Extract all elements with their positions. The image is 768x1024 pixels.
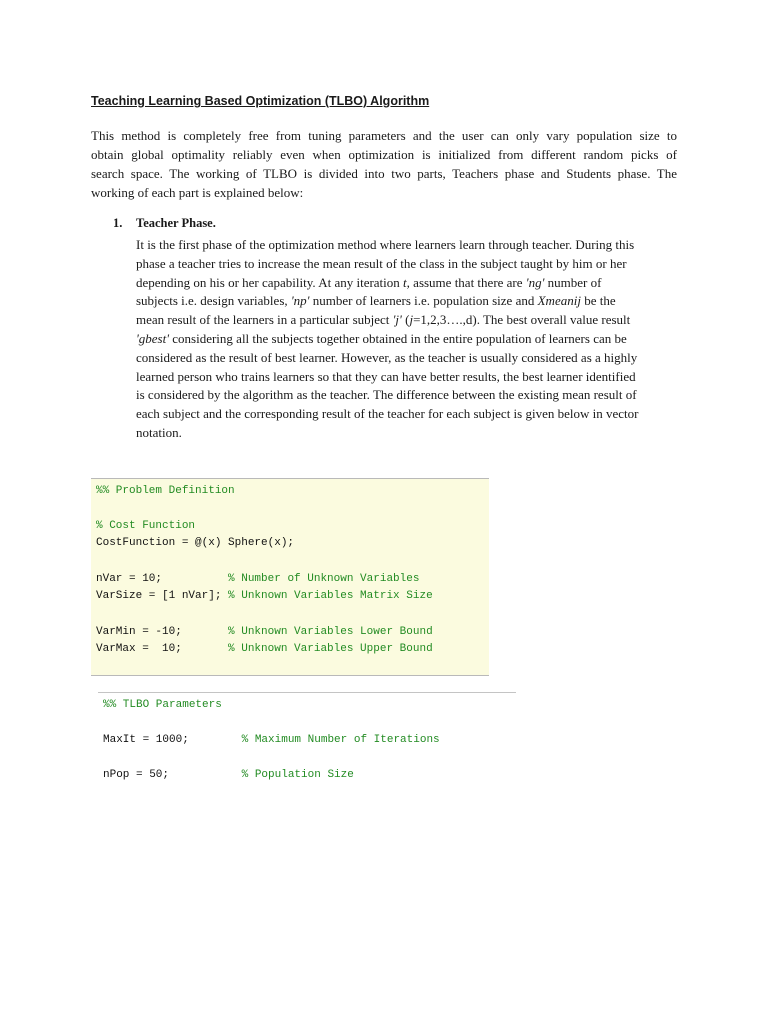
- intro-line: working of each part is explained below:: [91, 185, 304, 200]
- intro-line: obtain global optimality reliably even when optimization is initialized from different random picks of: [91, 147, 677, 162]
- phase-line: 'gbest' considering all the subjects together obtained in the entire population of learners can be: [136, 330, 627, 346]
- code-line: VarMin = -10; % Unknown Variables Lower Bound: [96, 626, 433, 638]
- phase-line: It is the first phase of the optimization method where learners learn through teacher. During this: [136, 237, 635, 252]
- code-line: %% TLBO Parameters: [103, 699, 222, 711]
- phase-line: notation.: [136, 424, 182, 440]
- phase-title: Teacher Phase.: [136, 216, 216, 230]
- intro-line: This method is completely free from tuning parameters and the user can only vary population size to: [91, 128, 677, 143]
- code-block-tlbo-parameters: [98, 692, 516, 789]
- code-line: %% Problem Definition: [96, 485, 235, 497]
- intro-line: search space. The working of TLBO is divided into two parts, Teachers phase and Students phase. The: [91, 166, 677, 181]
- phase-line: is considered by the algorithm as the teacher. The difference between the existing mean result of: [136, 387, 637, 403]
- code-block-problem-definition: [91, 478, 489, 676]
- list-number: 1.: [113, 216, 123, 230]
- phase-line: depending on his or her capability. At any iteration t, assume that there are 'ng' number of: [136, 274, 602, 290]
- code-line: nPop = 50; % Population Size: [103, 769, 354, 781]
- phase-line: mean result of the learners in a particular subject 'j' (j=1,2,3….,d). The best overall value result: [136, 312, 631, 328]
- phase-line: considered as the result of best learner. However, as the teacher is usually considered as a highly: [136, 349, 638, 365]
- phase-paragraph: [136, 236, 676, 443]
- code-line: MaxIt = 1000; % Maximum Number of Iterations: [103, 734, 440, 746]
- code-line: nVar = 10; % Number of Unknown Variables: [96, 573, 420, 585]
- code-line: % Cost Function: [96, 520, 196, 532]
- intro-paragraph: [91, 126, 677, 202]
- code-line: VarSize = [1 nVar]; % Unknown Variables Matrix Size: [96, 590, 433, 602]
- section-title: Teaching Learning Based Optimization (TLBO) Algorithm: [91, 94, 430, 108]
- phase-line: subjects i.e. design variables, 'np' number of learners i.e. population size and Xmeanij be the: [136, 293, 616, 309]
- phase-line: learned person who trains learners so that they can have better results, the best learner identified: [136, 368, 636, 384]
- phase-line: each subject and the corresponding result of the teacher for each subject is given below in vector: [136, 406, 639, 422]
- phase-line: phase a teacher tries to increase the mean result of the class in the subject taught by him or her: [136, 255, 627, 271]
- code-line: VarMax = 10; % Unknown Variables Upper Bound: [96, 643, 433, 655]
- code-line: CostFunction = @(x) Sphere(x);: [96, 537, 295, 549]
